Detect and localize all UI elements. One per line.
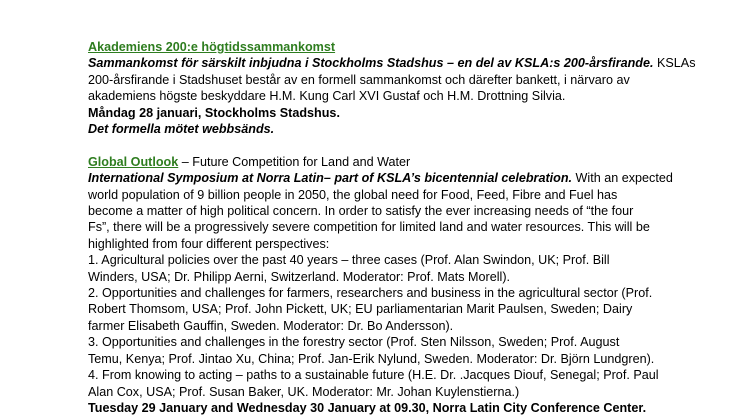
text-run: Alan Cox, USA; Prof. Susan Baker, UK. Moderator: Mr. Johan Kuylenstierna.) [88, 384, 520, 399]
document-page [88, 39, 696, 416]
text-line [88, 170, 673, 186]
text-run: world population of 9 billion people in 2050, the global need for Food, Feed, Fibre and Fuel has [88, 187, 618, 202]
emphasis-run: Sammankomst för särskilt inbjudna i Stockholms Stadshus – en del av KSLA:s 200-årsfirande. [88, 56, 654, 71]
heading-suffix: – Future Competition for Land and Water [178, 154, 411, 169]
text-line [88, 301, 668, 317]
text-line [88, 187, 668, 203]
text-line [88, 334, 668, 350]
text-run: Fs”, there will be a progressively severe competition for limited land and water resources. This will be [88, 220, 650, 235]
text-line [88, 203, 668, 219]
paragraph [88, 55, 696, 137]
text-run: become a matter of high political concern. In order to satisfy the ever increasing needs of “the four [88, 204, 634, 219]
text-line [88, 72, 668, 88]
text-line [88, 400, 668, 416]
section-global-outlook [88, 154, 673, 417]
text-line [88, 121, 668, 137]
text-line [88, 384, 668, 400]
text-run: 4. From knowing to acting – paths to a sustainable future (H.E. Dr. .Jacques Diouf, Senegal; Prof. Paul [88, 368, 659, 383]
text-run: farmer Elisabeth Gauffin, Sweden. Moderator: Dr. Bo Andersson). [88, 318, 454, 333]
section-heading-line [88, 39, 668, 55]
global-outlook-link[interactable]: Global Outlook [88, 154, 179, 169]
paragraph [88, 170, 673, 416]
text-line [88, 105, 668, 121]
text-run: Winders, USA; Dr. Philipp Aerni, Switzerland. Moderator: Prof. Mats Morell). [88, 269, 511, 284]
section-jubilee-meeting [88, 39, 696, 137]
text-line [88, 367, 668, 383]
text-run: 200-årsfirande i Stadshuset består av en formell sammankomst och därefter bankett, i närvaro av [88, 72, 630, 87]
text-run: 2. Opportunities and challenges for farmers, researchers and business in the agricultural sector (Prof. [88, 286, 653, 301]
text-line [88, 219, 668, 235]
text-run: Robert Thomsom, USA; Prof. John Pickett, UK; EU parliamentarian Marit Paulsen, Sweden; Dairy [88, 302, 633, 317]
text-line [88, 285, 668, 301]
text-line [88, 55, 696, 71]
text-line [88, 269, 668, 285]
text-line [88, 252, 668, 268]
text-run: 3. Opportunities and challenges in the forestry sector (Prof. Sten Nilsson, Sweden; Prof. August [88, 335, 620, 350]
text-run: KSLAs [653, 56, 696, 71]
text-run: akademiens högste beskyddare H.M. Kung Carl XVI Gustaf och H.M. Drottning Silvia. [88, 89, 566, 104]
jubilee-meeting-link[interactable]: Akademiens 200:e högtidssammankomst [88, 40, 336, 54]
text-run: With an expected [572, 171, 673, 186]
text-line [88, 351, 668, 367]
emphasis-run: International Symposium at Norra Latin– part of KSLA’s bicentennial celebration. [88, 171, 573, 186]
emphasis-run: Tuesday 29 January and Wednesday 30 January at 09.30, Norra Latin City Conference Center. [88, 400, 647, 415]
text-run: 1. Agricultural policies over the past 40 years – three cases (Prof. Alan Swindon, UK; Prof. Bill [88, 253, 610, 268]
text-run: highlighted from four different perspectives: [88, 236, 330, 251]
section-heading-line [88, 154, 668, 170]
text-line [88, 88, 668, 104]
text-line [88, 236, 668, 252]
emphasis-run: Måndag 28 januari, Stockholms Stadshus. [88, 105, 340, 120]
text-run: Temu, Kenya; Prof. Jintao Xu, China; Prof. Jan-Erik Nylund, Sweden. Moderator: Dr. Björn Lundgren). [88, 351, 655, 366]
text-line [88, 318, 668, 334]
emphasis-run: Det formella mötet webbsänds. [88, 122, 275, 137]
